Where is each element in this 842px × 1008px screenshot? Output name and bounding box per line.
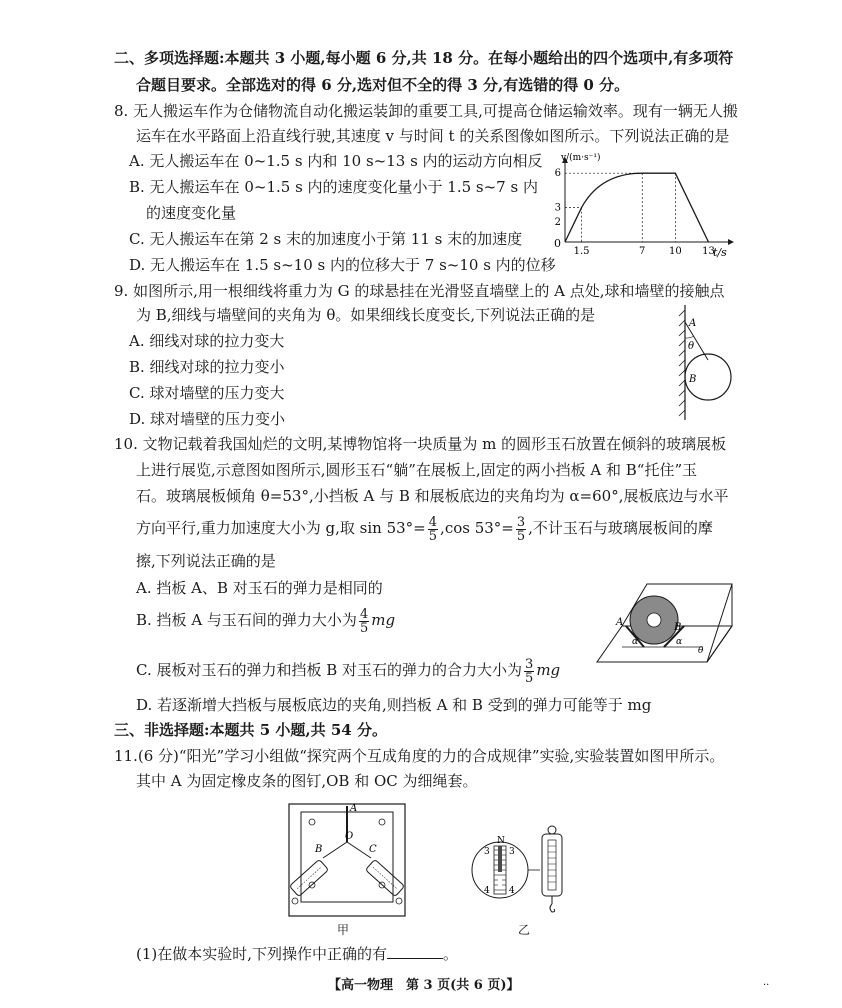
scale-hook-top xyxy=(548,826,556,834)
q10-stem-line4-part2: ,cos 53°= xyxy=(440,519,514,537)
label-a: A xyxy=(350,803,358,814)
q10-stem-line1: 10. 文物记载着我国灿烂的文明,某博物馆将一块质量为 m 的圆形玉石放置在倾斜的玻璃展板 xyxy=(114,435,727,453)
alpha-label-left: α xyxy=(632,637,639,647)
velocity-curve xyxy=(565,173,708,242)
xtick-10: 10 xyxy=(668,246,682,257)
newton-label: N xyxy=(497,836,505,846)
label-b: B xyxy=(315,844,323,855)
tick-4-left: 4 xyxy=(484,886,490,896)
page-footer: 【高一物理 第 3 页(共 6 页)】 xyxy=(328,978,520,993)
spring-scale-body xyxy=(542,834,562,896)
q8-stem-line1: 8. 无人搬运车作为仓储物流自动化搬运装卸的重要工具,可提高仓储运输效率。现有一辆无人搬 xyxy=(114,102,738,120)
q10-option-a: A. 挡板 A、B 对玉石的弹力是相同的 xyxy=(136,579,383,597)
q10-stem-line5: 擦,下列说法正确的是 xyxy=(136,552,276,570)
figure-jia-caption: 甲 xyxy=(337,923,350,937)
q10-option-b: B. 挡板 A 与玉石间的弹力大小为 $\frac{4}{5}$ mg xyxy=(136,606,396,636)
baffle-a-label: A xyxy=(616,617,624,628)
origin-label: 0 xyxy=(554,237,561,250)
q11-stem-line2: 其中 A 为固定橡皮条的图钉,OB 和 OC 为细绳套。 xyxy=(136,772,478,790)
cos53-fraction: $\frac{3}{5}$ xyxy=(516,514,526,544)
scale-pointer xyxy=(498,846,502,872)
q8-option-d: D. 无人搬运车在 1.5 s~10 s 内的位移大于 7 s~10 s 内的位移 xyxy=(129,256,556,274)
q8-option-b-line1: B. 无人搬运车在 0~1.5 s 内的速度变化量小于 1.5 s~7 s 内 xyxy=(129,178,538,196)
alpha-label-right: α xyxy=(676,637,683,647)
q9-wall-ball-figure xyxy=(670,300,740,425)
section2-title-line2: 合题目要求。全部选对的得 6 分,选对但不全的得 3 分,有选错的得 0 分。 xyxy=(136,76,630,94)
option-b-fraction: $\frac{4}{5}$ xyxy=(359,606,369,636)
corner-mark: ·· xyxy=(763,980,770,991)
string-ob xyxy=(323,842,347,858)
label-o: O xyxy=(345,831,354,842)
scale-hook-bottom xyxy=(550,904,555,912)
answer-blank[interactable] xyxy=(387,944,443,959)
q10-stem-line4-part1: 方向平行,重力加速度大小为 g,取 sin 53°= xyxy=(136,519,426,537)
q10-jade-display-figure xyxy=(592,574,737,674)
xtick-7: 7 xyxy=(639,246,646,257)
q10-option-d: D. 若逐渐增大挡板与展板底边的夹角,则挡板 A 和 B 受到的弹力可能等于 mg xyxy=(136,696,652,714)
theta-label: θ xyxy=(688,341,695,352)
q9-stem-line2: 为 B,细线与墙壁间的夹角为 θ。如果细线长度变长,下列说法正确的是 xyxy=(136,306,596,324)
q10-stem-line2: 上进行展览,示意图如图所示,圆形玉石“躺”在展板上,固定的两小挡板 A 和 B“托住”玉 xyxy=(136,461,698,479)
sin53-fraction: $\frac{4}{5}$ xyxy=(428,514,438,544)
q8-stem-line2: 运车在水平路面上沿直线行驶,其速度 v 与时间 t 的关系图像如图所示。下列说法正确的是 xyxy=(136,127,730,145)
q10-stem-line3: 石。玻璃展板倾角 θ=53°,小挡板 A 与 B 和展板底边的夹角均为 α=60°,展板底边与水平 xyxy=(136,487,729,505)
tick-4-right: 4 xyxy=(509,886,515,896)
q8-option-b-line2: 的速度变化量 xyxy=(146,204,237,222)
q8-option-c: C. 无人搬运车在第 2 s 末的加速度小于第 11 s 末的加速度 xyxy=(129,230,523,248)
spring-scale-left xyxy=(289,859,328,896)
section3-title: 三、非选择题:本题共 5 小题,共 54 分。 xyxy=(114,721,387,739)
q8-vt-graph xyxy=(545,148,737,258)
spring-scale-right xyxy=(365,859,404,896)
ytick-3: 3 xyxy=(554,202,561,214)
ytick-6: 6 xyxy=(554,168,561,180)
option-c-fraction: $\frac{3}{5}$ xyxy=(525,656,534,686)
tick-3-right: 3 xyxy=(509,847,515,857)
x-axis-label: t/s xyxy=(713,246,727,258)
q9-option-d: D. 球对墙壁的压力变小 xyxy=(129,410,286,428)
point-b-label: B xyxy=(689,374,697,385)
section2-title-line1: 二、多项选择题:本题共 3 小题,每小题 6 分,共 18 分。在每小题给出的四个选项中,有多项符 xyxy=(114,49,734,67)
q10-stem-line4 xyxy=(136,514,713,543)
q9-stem-line1: 9. 如图所示,用一根细线将重力为 G 的球悬挂在光滑竖直墙壁上的 A 点处,球和墙壁的接触点 xyxy=(114,282,725,300)
point-a-label: A xyxy=(689,318,697,329)
q11-figure-yi xyxy=(470,822,570,922)
q9-option-c: C. 球对墙壁的压力变大 xyxy=(129,384,285,402)
y-axis-label: v/(m·s⁻¹) xyxy=(561,153,601,163)
label-c: C xyxy=(369,844,377,855)
q8-option-a: A. 无人搬运车在 0~1.5 s 内和 10 s~13 s 内的运动方向相反 xyxy=(129,152,543,170)
q11-stem-line1: 11.(6 分)“阳光”学习小组做“探究两个互成角度的力的合成规律”实验,实验装置如图甲所示。 xyxy=(114,747,725,765)
q11-figure-jia xyxy=(285,800,410,925)
q9-option-b: B. 细线对球的拉力变小 xyxy=(129,358,285,376)
q11-part1: (1)在做本实验时,下列操作中正确的有 。 xyxy=(136,945,459,963)
tick-3-left: 3 xyxy=(484,847,490,857)
q10-stem-line4-part3: ,不计玉石与玻璃展板间的摩 xyxy=(528,519,713,537)
q10-option-c: C. 展板对玉石的弹力和挡板 B 对玉石的弹力的合力大小为 $\frac{3}{5}$ mg xyxy=(136,656,561,686)
ytick-2: 2 xyxy=(554,217,561,229)
wall-hatching xyxy=(679,310,685,416)
figure-yi-caption: 乙 xyxy=(518,923,531,937)
q9-option-a: A. 细线对球的拉力变大 xyxy=(129,332,285,350)
baffle-b-label: B xyxy=(674,622,682,633)
string-oc xyxy=(347,842,371,858)
xtick-13: 13 xyxy=(702,246,715,257)
side-support xyxy=(707,584,732,662)
theta-label: θ xyxy=(698,646,704,656)
xtick-1.5: 1.5 xyxy=(573,246,590,257)
jade-hole xyxy=(647,613,661,627)
